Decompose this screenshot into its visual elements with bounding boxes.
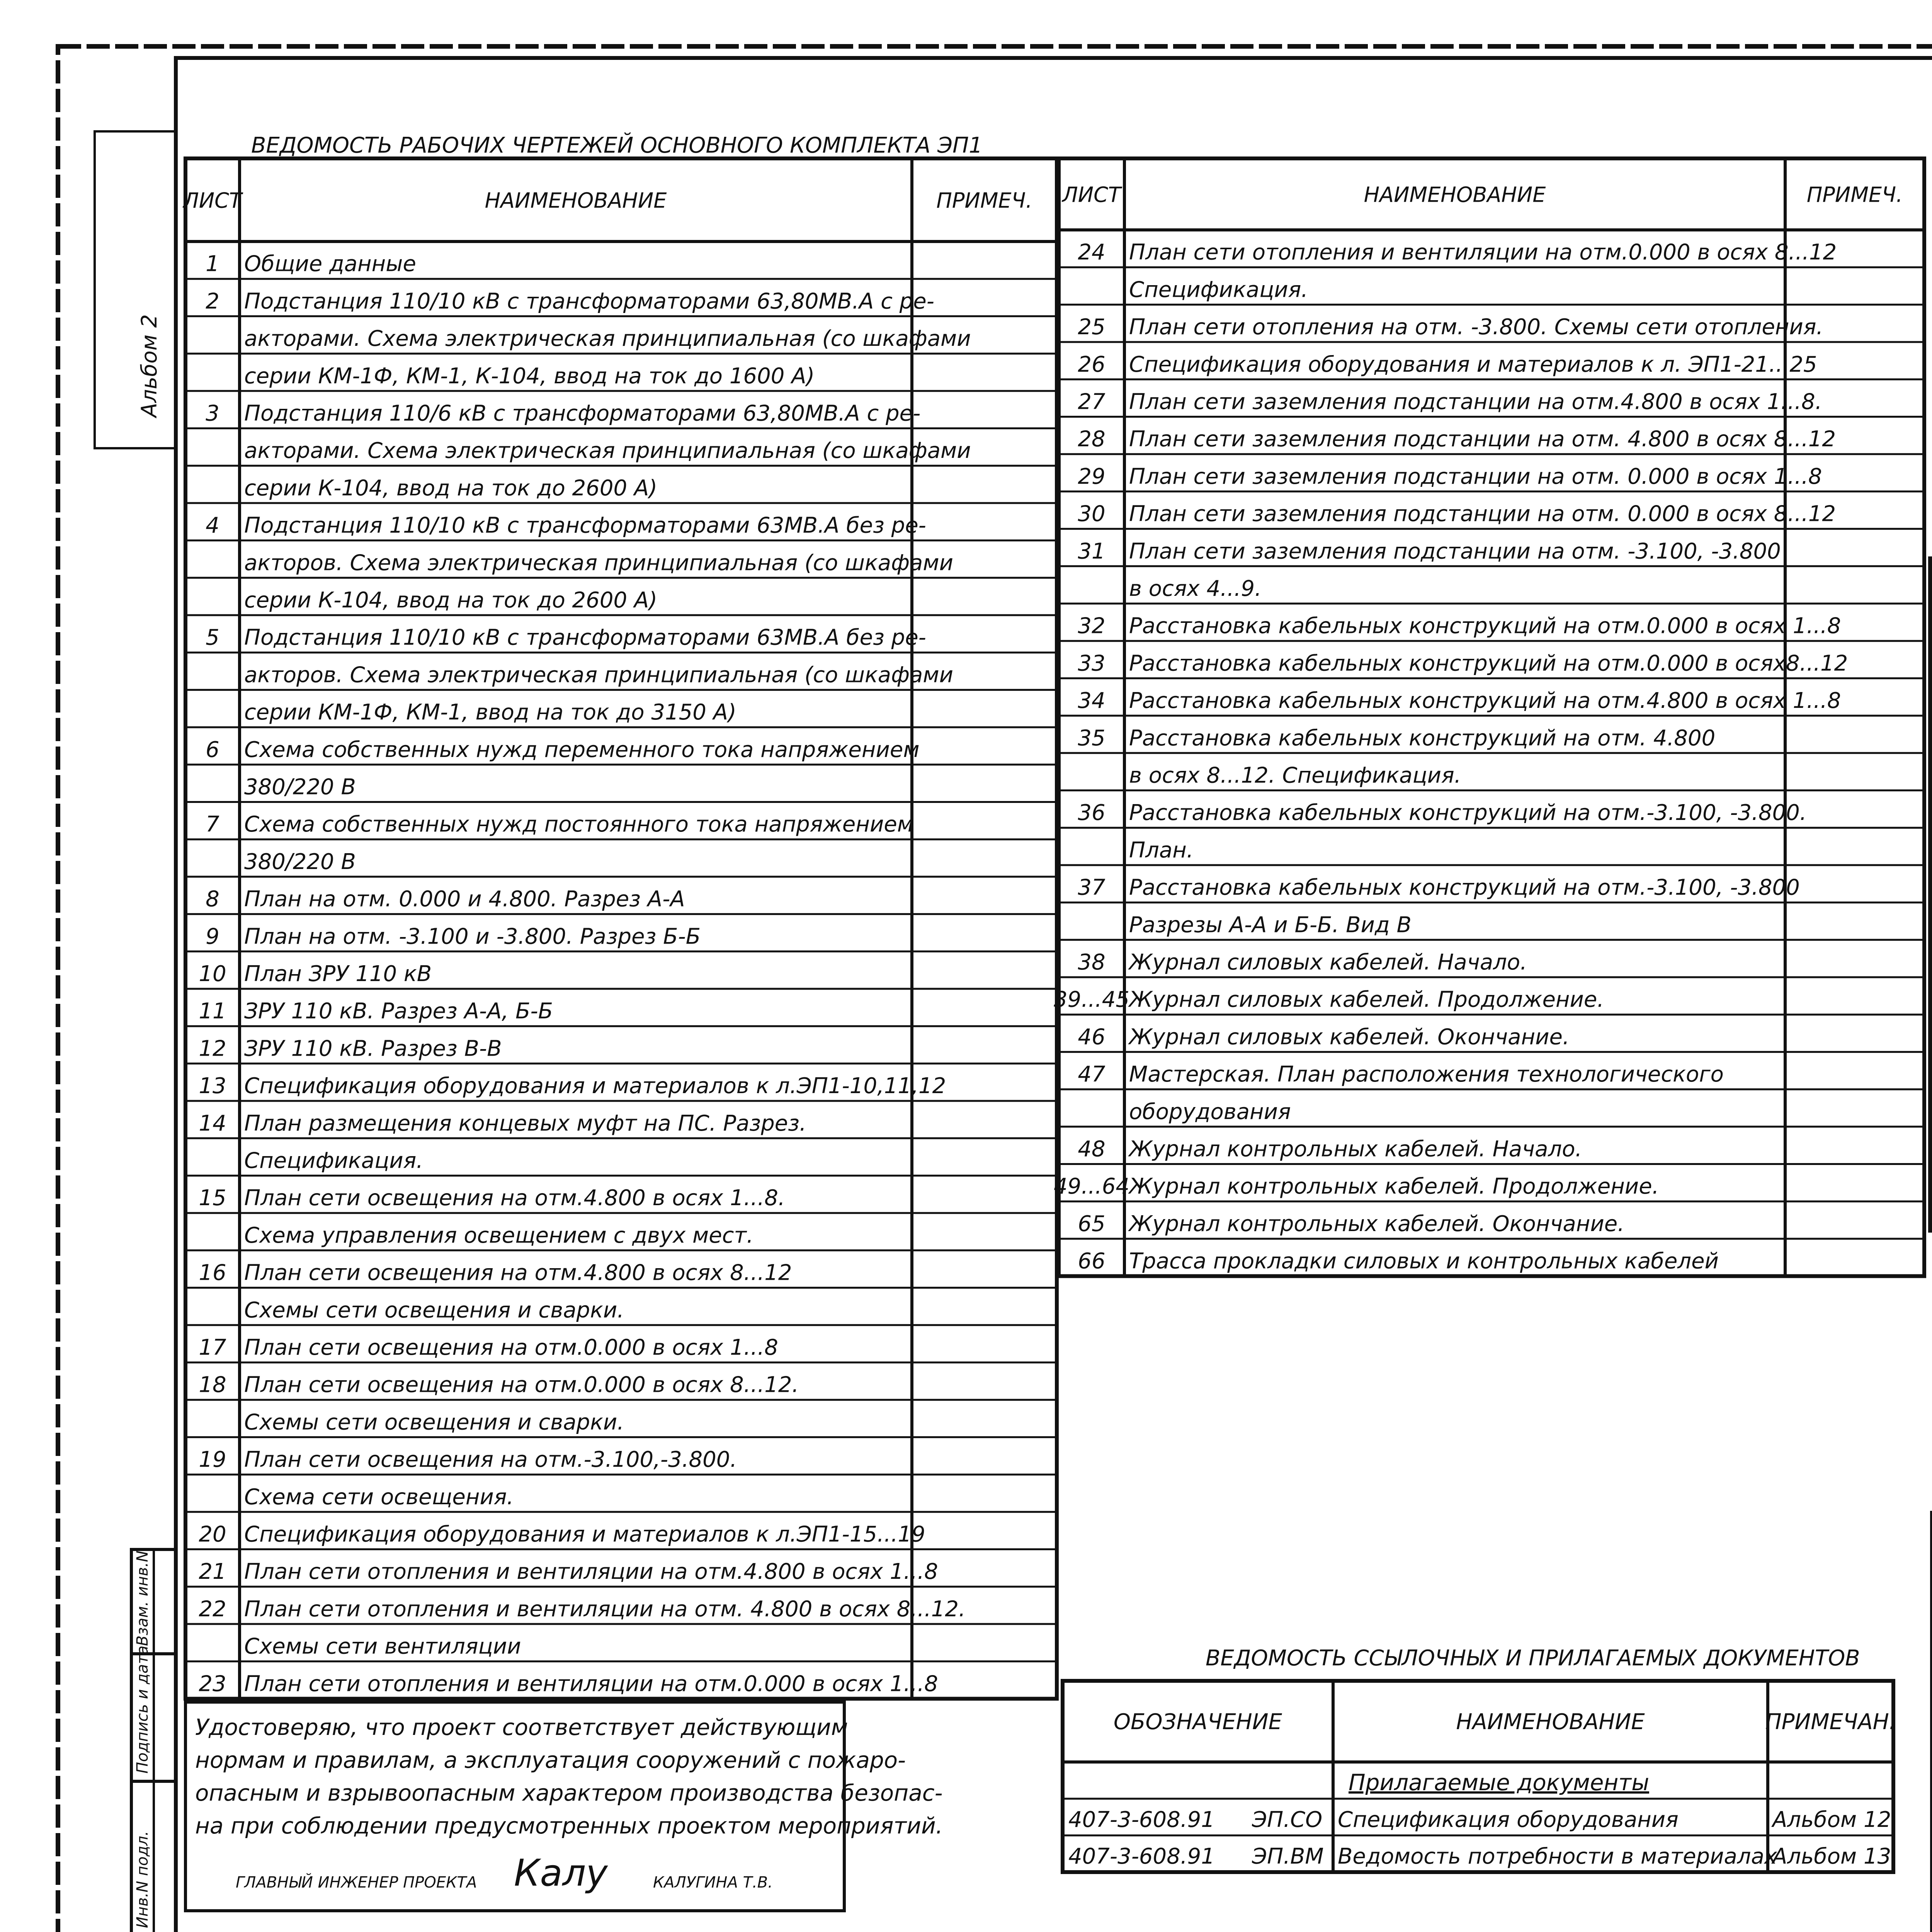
sheet-no: 17 — [199, 1335, 226, 1360]
sheet-no: 26 — [1078, 352, 1105, 377]
sheet-no: 27 — [1078, 389, 1105, 415]
sheet-title: Расстановка кабельных конструкций на отм.0.000 в осях8...12 — [1129, 651, 1848, 676]
sheet-title: Спецификация оборудования и материалов к л. ЭП1-21...25 — [1129, 352, 1817, 377]
sheet-title: Журнал контрольных кабелей. Начало. — [1129, 1136, 1582, 1162]
doc-mark: ЭП.СО — [1252, 1807, 1323, 1832]
header-2: ПРИМЕЧ. — [1806, 182, 1903, 207]
sheet-no: 3 — [206, 401, 219, 426]
sheet-no: 11 — [199, 998, 226, 1024]
sheet-title: Схемы сети освещения и сварки. — [244, 1410, 624, 1435]
table-title: ВЕДОМОСТЬ РАБОЧИХ ЧЕРТЕЖЕЙ ОСНОВНОГО КОМПЛЕКТА ЭП1 — [251, 133, 983, 158]
sheet-title: Журнал силовых кабелей. Окончание. — [1129, 1024, 1570, 1050]
sheet-title: Разрезы А-А и Б-Б. Вид В — [1129, 912, 1412, 938]
header-2: ПРИМЕЧАН. — [1765, 1709, 1896, 1735]
sheet-title: Расстановка кабельных конструкций на отм.4.800 в осях 1...8 — [1129, 688, 1841, 714]
sheet-no: 65 — [1078, 1211, 1105, 1236]
sheet-title: Спецификация. — [1129, 277, 1308, 303]
sheet-title: акторов. Схема электрическая принципиальная (со шкафами — [244, 662, 953, 688]
sheet-no: 33 — [1078, 651, 1105, 676]
sheet-no: 23 — [199, 1671, 226, 1697]
sheet-title: План сети освещения на отм.4.800 в осях 8...12 — [244, 1260, 792, 1286]
certification-box — [185, 1702, 943, 1911]
cert-line-3: опасным и взрывоопасным характером производства безопас- — [195, 1780, 943, 1806]
margin-label-sign: Подпись и дата — [134, 1645, 151, 1774]
sheet-title: 380/220 В — [244, 774, 356, 800]
sheet-no: 4 — [206, 513, 219, 538]
sheet-no: 34 — [1078, 688, 1105, 714]
sheet-title: План сети отопления и вентиляции на отм.0.000 в осях 1...8 — [244, 1671, 938, 1697]
sheet-title: План сети освещения на отм.0.000 в осях 8...12. — [244, 1372, 799, 1398]
sheet-no: 5 — [206, 625, 219, 650]
sheet-title: Схемы сети освещения и сварки. — [244, 1298, 624, 1323]
doc-code: 407-3-608.91 — [1068, 1844, 1215, 1869]
sheet-no: 66 — [1078, 1248, 1105, 1274]
sheet-no: 49...64 — [1054, 1174, 1129, 1199]
sheet-title: План на отм. 0.000 и 4.800. Разрез А-А — [244, 886, 685, 912]
sheet-title: ЗРУ 110 кВ. Разрез В-В — [244, 1036, 502, 1061]
main-sets-table — [1930, 512, 1932, 1231]
sheet-title: акторами. Схема электрическая принципиальная (со шкафами — [244, 326, 971, 352]
sheet-no: 29 — [1078, 464, 1105, 489]
doc-note: Альбом 12 — [1772, 1807, 1891, 1832]
left-sheet-list-table — [182, 133, 1057, 1699]
sheet-no: 28 — [1078, 427, 1105, 452]
sheet-title: Расстановка кабельных конструкций на отм.-3.100, -3.800. — [1129, 800, 1807, 826]
sheet-title: Журнал контрольных кабелей. Окончание. — [1129, 1211, 1625, 1236]
sheet-no: 16 — [199, 1260, 226, 1286]
table-border — [1930, 558, 1932, 1231]
side-stamp — [95, 131, 176, 448]
sheet-title: План сети отопления и вентиляции на отм.0.000 в осях 8...12 — [1129, 240, 1837, 265]
sheet-title: Спецификация оборудования и материалов к л.ЭП1-10,11,12 — [244, 1073, 946, 1099]
doc-code: 407-3-608.91 — [1068, 1807, 1215, 1832]
sheet-no: 36 — [1078, 800, 1105, 826]
sheet-no: 1 — [206, 251, 219, 277]
sheet-title: Расстановка кабельных конструкций на отм.-3.100, -3.800 — [1129, 875, 1800, 900]
sheet-no: 30 — [1078, 501, 1105, 527]
sheet-title: серии К-104, ввод на ток до 2600 А) — [244, 475, 658, 501]
sheet-title: Мастерская. План расположения технологического — [1129, 1062, 1724, 1087]
sheet-title: План размещения концевых муфт на ПС. Разрез. — [244, 1111, 806, 1136]
doc-mark: ЭП.ВМ — [1252, 1844, 1324, 1869]
sheet-title: План сети отопления на отм. -3.800. Схемы сети отопления. — [1129, 315, 1823, 340]
sheet-title: План сети отопления и вентиляции на отм.4.800 в осях 1...8 — [244, 1559, 938, 1585]
sheet-title: Подстанция 110/10 кВ с трансформаторами 63,80МВ.А с ре- — [244, 289, 934, 314]
sheet-title: акторов. Схема электрическая принципиальная (со шкафами — [244, 550, 953, 576]
left-margin-stamp — [131, 1549, 176, 1932]
side-stamp-album: Альбом 2 — [137, 314, 162, 417]
sheet-title: Схемы сети вентиляции — [244, 1634, 521, 1659]
sheet-title: План сети заземления подстанции на отм.4.800 в осях 1...8. — [1129, 389, 1822, 415]
table-title: ВЕДОМОСТЬ ССЫЛОЧНЫХ И ПРИЛАГАЕМЫХ ДОКУМЕНТОВ — [1206, 1646, 1860, 1671]
sheet-title: План сети освещения на отм.0.000 в осях 1...8 — [244, 1335, 778, 1360]
header-2: ПРИМЕЧ. — [936, 188, 1032, 213]
cert-signature: Калу — [514, 1852, 608, 1895]
cert-line-1: Удостоверяю, что проект соответствует действующим — [195, 1714, 848, 1740]
sheet-no: 9 — [206, 924, 219, 949]
sheet-title: План сети отопления и вентиляции на отм. 4.800 в осях 8...12. — [244, 1596, 966, 1622]
sheet-no: 2 — [206, 289, 219, 314]
sheet-no: 46 — [1078, 1024, 1105, 1050]
sheet-title: Схема сети освещения. — [244, 1484, 514, 1510]
doc-name: Спецификация оборудования — [1338, 1807, 1679, 1832]
sheet-title: Общие данные — [244, 251, 416, 277]
sheet-no: 13 — [199, 1073, 226, 1099]
sheet-title: Расстановка кабельных конструкций на отм.0.000 в осях 1...8 — [1129, 613, 1841, 639]
cert-line-2: нормам и правилам, а эксплуатация сооружений с пожаро- — [195, 1747, 906, 1773]
sheet-title: ЗРУ 110 кВ. Разрез А-А, Б-Б — [244, 998, 553, 1024]
sheet-title: Журнал силовых кабелей. Продолжение. — [1129, 987, 1604, 1012]
sheet-title: План сети освещения на отм.-3.100,-3.800. — [244, 1447, 737, 1473]
sheet-title: Подстанция 110/10 кВ с трансформаторами 63МВ.А без ре- — [244, 625, 926, 650]
sheet-no: 38 — [1078, 950, 1105, 975]
sheet-no: 25 — [1078, 315, 1105, 340]
sheet-no: 37 — [1078, 875, 1105, 900]
sheet-no: 6 — [206, 737, 219, 762]
sheet-title: План сети заземления подстанции на отм. -3.100, -3.800 — [1129, 539, 1781, 564]
sheet-no: 10 — [199, 961, 226, 986]
sheet-title: План на отм. -3.100 и -3.800. Разрез Б-Б — [244, 924, 701, 949]
sheet-title: 380/220 В — [244, 849, 356, 874]
sheet-title: Журнал контрольных кабелей. Продолжение. — [1129, 1174, 1659, 1199]
sheet-title: в осях 8...12. Спецификация. — [1129, 763, 1461, 788]
sheet-no: 7 — [206, 812, 219, 837]
sheet-title: План. — [1129, 837, 1194, 863]
sheet-title: Схема собственных нужд постоянного тока напряжением — [244, 812, 914, 837]
header-0: ОБОЗНАЧЕНИЕ — [1113, 1709, 1282, 1735]
sheet-title: План сети заземления подстанции на отм. 0.000 в осях 1...8 — [1129, 464, 1822, 489]
header-1: НАИМЕНОВАНИЕ — [1456, 1709, 1645, 1735]
sheet-no: 20 — [199, 1522, 226, 1547]
header-1: НАИМЕНОВАНИЕ — [485, 188, 667, 213]
sheet-no: 15 — [199, 1185, 226, 1211]
margin-label-inv: Инв.N подл. — [134, 1831, 151, 1928]
sheet-no: 14 — [199, 1111, 226, 1136]
sheet-title: План ЗРУ 110 кВ — [244, 961, 432, 986]
sheet-no: 24 — [1078, 240, 1105, 265]
sheet-title: оборудования — [1129, 1099, 1291, 1124]
doc-note: Альбом 13 — [1772, 1844, 1891, 1869]
cert-line-4: на при соблюдении предусмотренных проектом мероприятий. — [195, 1813, 943, 1839]
reference-documents-table — [1063, 1646, 1896, 1872]
header-0: ЛИСТ — [1062, 182, 1121, 207]
sheet-title: План сети освещения на отм.4.800 в осях 1...8. — [244, 1185, 785, 1211]
sheet-title: серии КМ-1Ф, КМ-1, ввод на ток до 3150 А) — [244, 700, 736, 725]
doc-name: Ведомость потребности в материалах — [1338, 1844, 1777, 1869]
sheet-title: акторами. Схема электрическая принципиальная (со шкафами — [244, 438, 971, 464]
sheet-title: Спецификация. — [244, 1148, 423, 1173]
sheet-no: 22 — [199, 1596, 226, 1622]
sheet-title: Подстанция 110/6 кВ с трансформаторами 63,80МВ.А с ре- — [244, 401, 921, 426]
sheet-no: 35 — [1078, 725, 1105, 751]
sheet-title: План сети заземления подстанции на отм. 4.800 в осях 8...12 — [1129, 427, 1836, 452]
header-0: ЛИСТ — [183, 188, 242, 213]
subheader: Прилагаемые документы — [1349, 1769, 1649, 1796]
sheet-no: 21 — [199, 1559, 226, 1585]
sheet-no: 39...45 — [1054, 987, 1129, 1012]
sheet-no: 18 — [199, 1372, 226, 1398]
cert-name: КАЛУГИНА Т.В. — [653, 1874, 773, 1891]
sheet-no: 47 — [1078, 1062, 1105, 1087]
middle-sheet-list-table — [1054, 158, 1924, 1276]
sheet-no: 8 — [206, 886, 219, 912]
sheet-title: Подстанция 110/10 кВ с трансформаторами 63МВ.А без ре- — [244, 513, 926, 538]
sheet-title: Схема собственных нужд переменного тока напряжением — [244, 737, 920, 762]
sheet-title: План сети заземления подстанции на отм. 0.000 в осях 8...12 — [1129, 501, 1836, 527]
sheet-title: Журнал силовых кабелей. Начало. — [1129, 950, 1527, 975]
sheet-title: Трасса прокладки силовых и контрольных кабелей — [1129, 1248, 1719, 1274]
sheet-no: 12 — [199, 1036, 226, 1061]
sheet-title: в осях 4...9. — [1129, 576, 1262, 601]
sheet-no: 32 — [1078, 613, 1105, 639]
sheet-title: Расстановка кабельных конструкций на отм. 4.800 — [1129, 725, 1716, 751]
sheet-no: 19 — [199, 1447, 226, 1473]
cert-role: ГЛАВНЫЙ ИНЖЕНЕР ПРОЕКТА — [236, 1874, 477, 1891]
sheet-title: Спецификация оборудования и материалов к л.ЭП1-15...19 — [244, 1522, 925, 1547]
sheet-title: серии К-104, ввод на ток до 2600 А) — [244, 588, 658, 613]
sheet-no: 31 — [1078, 539, 1105, 564]
sheet-title: Схема управления освещением с двух мест. — [244, 1223, 753, 1248]
header-1: НАИМЕНОВАНИЕ — [1364, 182, 1546, 207]
margin-label-replace: Взам. инв.N — [134, 1550, 151, 1646]
sheet-no: 48 — [1078, 1136, 1105, 1162]
sheet-title: серии КМ-1Ф, КМ-1, К-104, ввод на ток до 1600 А) — [244, 363, 815, 389]
